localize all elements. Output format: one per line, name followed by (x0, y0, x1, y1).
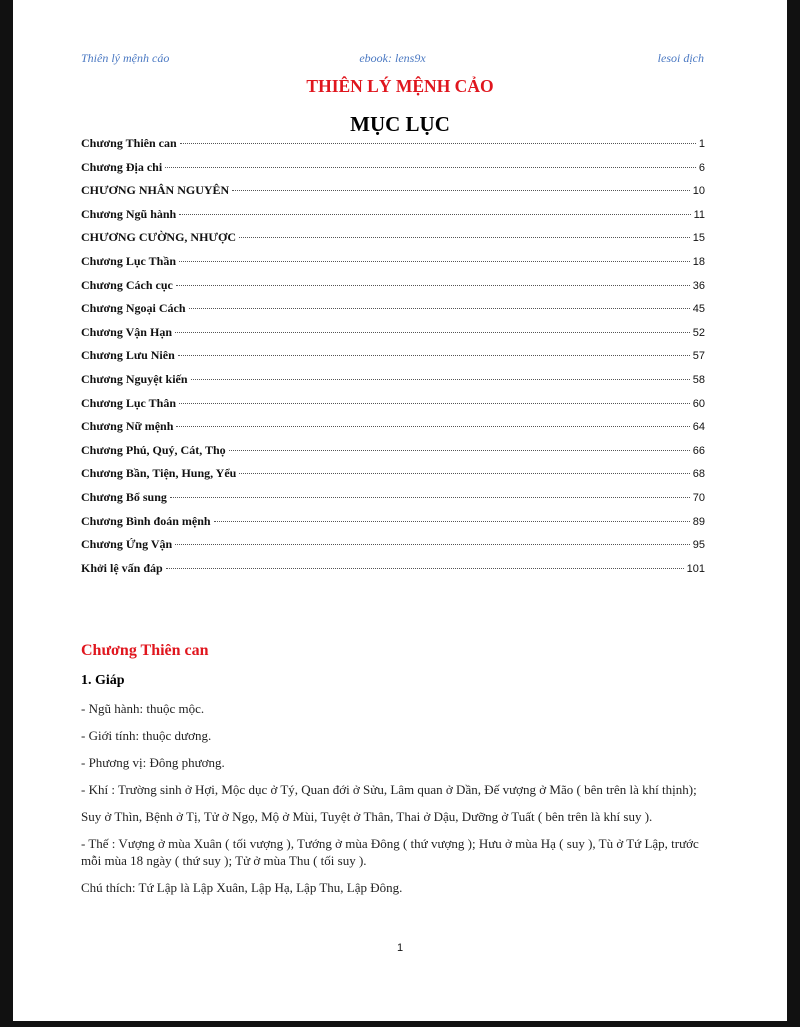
toc-entry[interactable] (81, 254, 705, 278)
toc-entry-label: CHƯƠNG NHÂN NGUYÊN (81, 183, 230, 198)
toc-entry-label: Chương Cách cục (81, 277, 173, 292)
chapter-heading: Chương Thiên can (81, 642, 209, 659)
toc-entry-page: 36 (692, 279, 705, 292)
toc-entry[interactable] (81, 207, 705, 231)
toc-entry-page: 60 (692, 397, 705, 410)
toc-entry[interactable] (81, 136, 705, 160)
document-title: THIÊN LÝ MỆNH CẢO (306, 76, 494, 96)
toc-entry-label: CHƯƠNG CƯỜNG, NHƯỢC (81, 230, 236, 245)
toc-dot-leader (175, 544, 690, 545)
table-of-contents (81, 136, 705, 584)
toc-entry-page: 11 (693, 208, 705, 221)
toc-dot-leader (239, 473, 689, 474)
toc-entry-page: 66 (692, 444, 705, 457)
toc-entry-label: Chương Nữ mệnh (81, 419, 174, 434)
toc-entry-label: Chương Địa chi (81, 159, 163, 174)
toc-entry-label: Chương Phú, Quý, Cát, Thọ (81, 442, 226, 457)
toc-entry[interactable] (81, 419, 705, 443)
toc-dot-leader (189, 308, 690, 309)
toc-entry-label: Chương Ứng Vận (81, 537, 173, 552)
body-paragraph: - Khí : Trường sinh ở Hợi, Mộc dục ở Tý, Quan đới ở Sửu, Lâm quan ở Dần, Đế vượng ở Mão ( bên trên là khí thịnh); (81, 782, 697, 797)
toc-dot-leader (170, 497, 690, 498)
toc-entry[interactable] (81, 160, 705, 184)
toc-entry-page: 68 (692, 468, 705, 481)
toc-entry-page: 15 (692, 232, 705, 245)
section-heading: 1. Giáp (81, 673, 125, 688)
toc-entry-page: 95 (692, 539, 705, 552)
toc-entry[interactable] (81, 537, 705, 561)
body-paragraph: - Thế : Vượng ở mùa Xuân ( tối vượng ), Tướng ở mùa Đông ( thứ vượng ); Hưu ở mùa Hạ ( suy ), Tù ở Tứ Lập, trước mỗi mùa 18 ngày ( thứ suy ); Tử ở mùa Thu ( tối suy ). (81, 836, 699, 868)
toc-entry[interactable] (81, 443, 705, 467)
page-number: 1 (396, 942, 404, 954)
toc-entry-page: 52 (692, 326, 705, 339)
header-left-text: Thiên lý mệnh cáo (81, 51, 170, 65)
toc-dot-leader (179, 261, 690, 262)
body-paragraph: Chú thích: Tứ Lập là Lập Xuân, Lập Hạ, Lập Thu, Lập Đông. (81, 880, 403, 895)
toc-entry-label: Chương Lưu Niên (81, 348, 175, 363)
toc-entry-page: 10 (692, 185, 705, 198)
toc-entry-label: Chương Nguyệt kiến (81, 371, 188, 386)
toc-entry-label: Chương Lục Thần (81, 253, 176, 268)
toc-entry[interactable] (81, 183, 705, 207)
toc-entry[interactable] (81, 230, 705, 254)
toc-entry[interactable] (81, 325, 705, 349)
toc-dot-leader (239, 237, 690, 238)
toc-entry-page: 1 (698, 138, 705, 150)
toc-dot-leader (191, 379, 690, 380)
toc-dot-leader (178, 355, 690, 356)
toc-dot-leader (180, 143, 696, 144)
toc-entry[interactable] (81, 466, 705, 490)
toc-entry-page: 57 (692, 350, 705, 363)
toc-entry-page: 64 (692, 421, 705, 434)
document-page (13, 0, 787, 1021)
toc-entry[interactable] (81, 278, 705, 302)
toc-entry[interactable] (81, 396, 705, 420)
toc-dot-leader (229, 450, 690, 451)
toc-dot-leader (179, 214, 690, 215)
toc-entry-label: Chương Thiên can (81, 136, 177, 150)
toc-entry-page: 89 (692, 515, 705, 528)
toc-entry-label: Khởi lệ vấn đáp (81, 560, 163, 575)
toc-entry-label: Chương Ngoại Cách (81, 301, 186, 316)
toc-entry[interactable] (81, 514, 705, 538)
body-text (81, 700, 707, 906)
body-paragraph: - Giới tính: thuộc dương. (81, 728, 212, 743)
toc-entry[interactable] (81, 301, 705, 325)
body-paragraph: Suy ở Thìn, Bệnh ở Tị, Tử ở Ngọ, Mộ ở Mùi, Tuyệt ở Thân, Thai ở Dậu, Dưỡng ở Tuất ( bên trên là khí suy ). (81, 809, 653, 824)
toc-entry-page: 70 (692, 491, 705, 504)
page-header (81, 51, 704, 67)
toc-entry-page: 45 (692, 303, 705, 316)
toc-entry-page: 58 (692, 373, 705, 386)
toc-dot-leader (166, 568, 684, 569)
body-paragraph: - Ngũ hành: thuộc mộc. (81, 701, 205, 716)
toc-entry[interactable] (81, 348, 705, 372)
toc-entry[interactable] (81, 372, 705, 396)
toc-entry[interactable] (81, 490, 705, 514)
toc-dot-leader (165, 167, 696, 168)
toc-entry-label: Chương Bổ sung (81, 489, 167, 504)
toc-dot-leader (176, 426, 689, 427)
toc-title: MỤC LỤC (350, 112, 450, 136)
toc-dot-leader (214, 521, 690, 522)
toc-entry-page: 6 (698, 161, 705, 174)
toc-entry-label: Chương Vận Hạn (81, 324, 172, 339)
header-right-text: lesoi dịch (657, 51, 704, 65)
toc-entry-label: Chương Ngũ hành (81, 206, 177, 221)
toc-dot-leader (176, 285, 690, 286)
toc-dot-leader (179, 403, 690, 404)
toc-dot-leader (232, 190, 690, 191)
toc-entry-label: Chương Bình đoán mệnh (81, 513, 211, 528)
toc-entry-page: 101 (686, 562, 705, 575)
header-center-text: ebook: lens9x (359, 51, 426, 65)
body-paragraph: - Phương vị: Đông phương. (81, 755, 225, 770)
toc-entry-label: Chương Bần, Tiện, Hung, Yểu (81, 466, 237, 481)
toc-entry[interactable] (81, 561, 705, 585)
toc-dot-leader (175, 332, 690, 333)
toc-entry-page: 18 (692, 255, 705, 268)
toc-entry-label: Chương Lục Thân (81, 395, 176, 410)
